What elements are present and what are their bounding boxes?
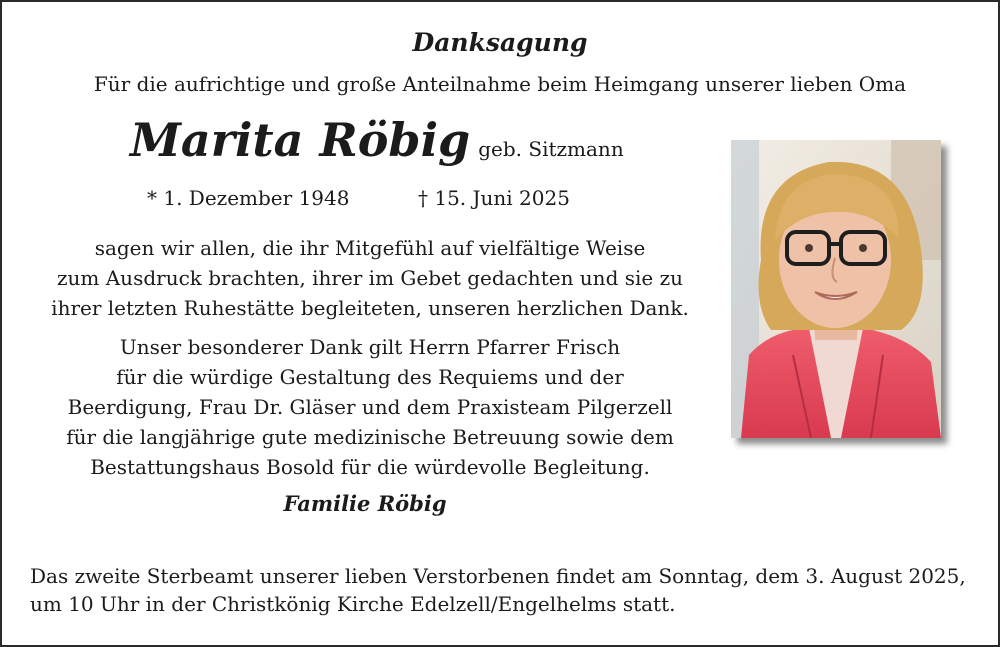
text-line: zum Ausdruck brachten, ihrer im Gebet gedachten und sie zu — [57, 266, 683, 290]
death-date: † 15. Juni 2025 — [418, 186, 570, 210]
notice-heading: Danksagung — [412, 28, 588, 57]
portrait-photo — [731, 140, 941, 438]
portrait-illustration — [731, 140, 941, 438]
thanks-paragraph — [20, 233, 720, 323]
text-line: sagen wir allen, die ihr Mitgefühl auf vielfältige Weise — [94, 236, 646, 260]
text-line: für die langjährige gute medizinische Betreuung sowie dem — [66, 425, 674, 449]
intro-text: Für die aufrichtige und große Anteilnahme beim Heimgang unserer lieben Oma — [93, 72, 907, 96]
deceased-name: Marita Röbig — [130, 113, 471, 167]
text-line: Unser besonderer Dank gilt Herrn Pfarrer Frisch — [119, 335, 621, 359]
text-line: Beerdigung, Frau Dr. Gläser und dem Praxisteam Pilgerzell — [67, 395, 673, 419]
text-line: für die würdige Gestaltung des Requiems und der — [116, 365, 624, 389]
memorial-service-info — [30, 562, 990, 618]
birth-name: geb. Sitzmann — [478, 137, 624, 161]
text-line: ihrer letzten Ruhestätte begleiteten, unseren herzlichen Dank. — [51, 296, 689, 320]
text-line: Das zweite Sterbeamt unserer lieben Verstorbenen findet am Sonntag, dem 3. August 2025, — [30, 564, 966, 588]
deceased-name-line — [130, 113, 624, 167]
text-line: um 10 Uhr in der Christkönig Kirche Edelzell/Engelhelms statt. — [30, 592, 676, 616]
text-line: Bestattungshaus Bosold für die würdevolle Begleitung. — [90, 455, 650, 479]
special-thanks-paragraph — [20, 332, 720, 482]
family-signature: Familie Röbig — [283, 491, 447, 516]
birth-date: * 1. Dezember 1948 — [147, 186, 350, 210]
